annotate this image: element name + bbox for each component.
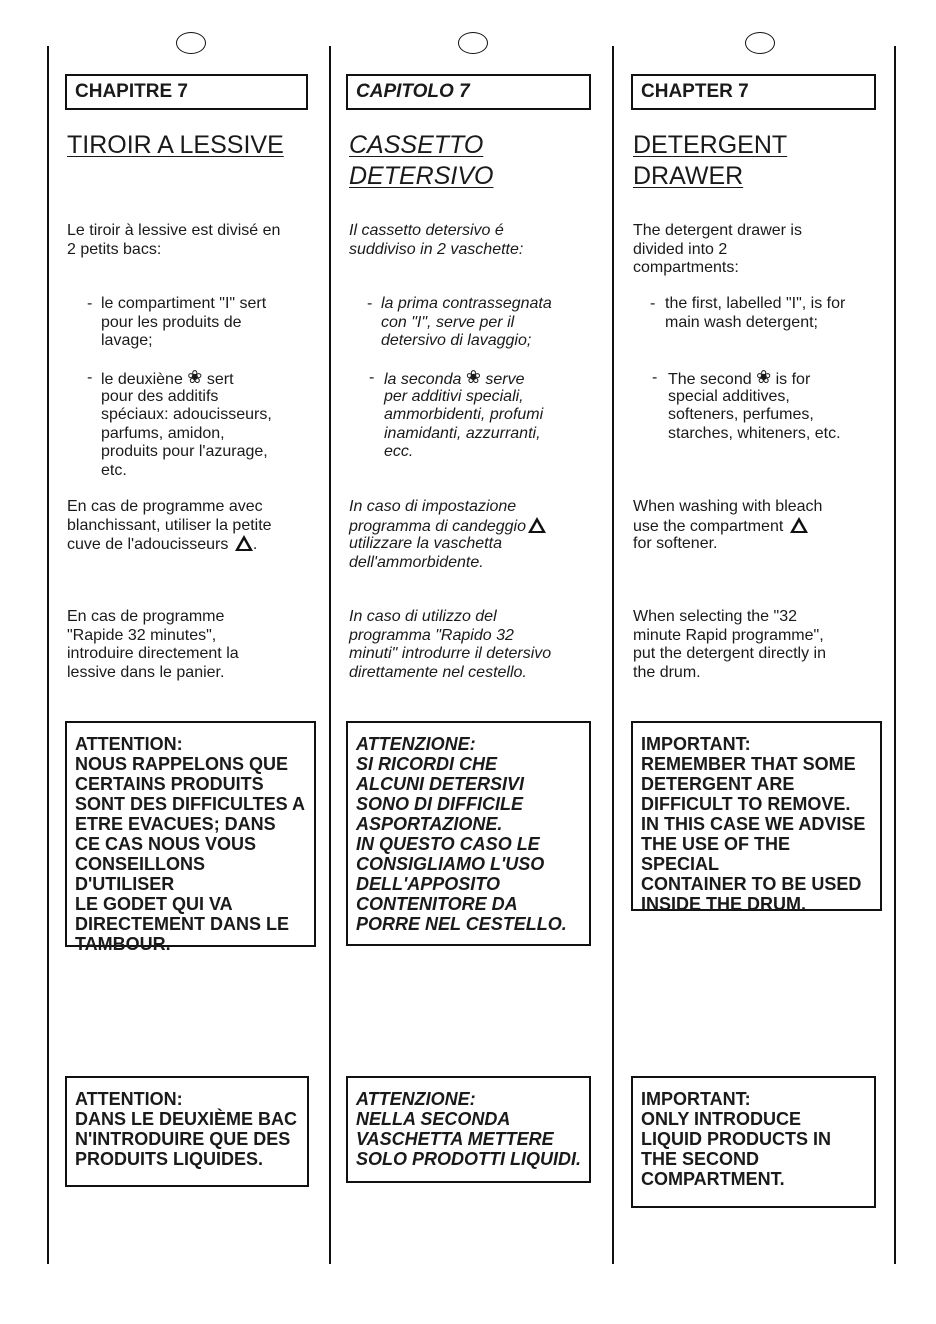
attention-box-liquids: ATTENTION: DANS LE DEUXIÈME BAC N'INTRODUIRE QUE DES PRODUITS LIQUIDES. <box>65 1076 309 1187</box>
chapter-heading: CHAPTER 7 <box>631 74 876 110</box>
compartment-1-text: la prima contrassegnata con "I", serve per il detersivo di lavaggio; <box>381 295 552 349</box>
bleach-text-cont: for softener. <box>633 535 718 552</box>
bleach-text-end: . <box>252 536 258 553</box>
attention-box-detergent: ATTENTION: NOUS RAPPELONS QUE CERTAINS PRODUITS SONT DES DIFFICULTES A ETRE EVACUES; DANS CE CAS NOUS VOUS CONSEILLONS D'UTILISER LE GODET QUI VA DIRECTEMENT DANS LE TAMBOUR. <box>65 721 316 947</box>
section-title: TIROIR A LESSIVE <box>67 131 284 159</box>
compartment-2-line <box>384 369 599 390</box>
language-flag-oval <box>745 32 775 54</box>
bleach-text <box>633 498 883 536</box>
triangle-symbol-icon <box>235 535 253 551</box>
compartment-2-text: special additives, softeners, perfumes, starches, whiteners, etc. <box>668 387 841 442</box>
rapid-program-text: When selecting the "32 minute Rapid programme", put the detergent directly in the drum. <box>633 608 827 681</box>
triangle-symbol-icon <box>528 517 546 533</box>
flower-symbol-icon: ❀ <box>187 367 203 387</box>
bleach-text-cont: utilizzare la vaschetta dell'ammorbidente. <box>349 535 502 571</box>
attention-box-liquids: ATTENZIONE: NELLA SECONDA VASCHETTA METTERE SOLO PRODOTTI LIQUIDI. <box>346 1076 591 1183</box>
bullet-dash: - <box>87 369 93 386</box>
compartment-2-verb: is for <box>771 371 811 388</box>
compartment-2-text: pour des additifs spéciaux: adoucisseurs, parfums, amidon, produits pour l'azurage, etc. <box>101 387 272 479</box>
bleach-text-body: When washing with bleach use the compartment <box>633 498 823 535</box>
section-title: CASSETTO DETERSIVO <box>349 131 494 190</box>
bullet-dash: - <box>87 295 93 312</box>
section-title: DETERGENT DRAWER <box>633 131 788 190</box>
compartment-1-text: le compartiment "I" sert pour les produits de lavage; <box>101 295 267 349</box>
compartment-2-label: le deuxiène <box>101 371 188 388</box>
bleach-text <box>67 498 322 555</box>
column-divider-mid-2 <box>612 46 614 1264</box>
bleach-text <box>349 498 604 536</box>
language-flag-oval <box>458 32 488 54</box>
compartment-2-label: la seconda <box>384 371 466 388</box>
compartment-2-text: per additivi speciali, ammorbidenti, profumi inamidanti, azzurranti, ecc. <box>384 387 544 460</box>
intro-text: Il cassetto detersivo é suddiviso in 2 vaschette: <box>349 222 524 258</box>
bullet-dash: - <box>652 369 658 386</box>
compartment-2-line <box>668 369 883 390</box>
chapter-heading: CAPITOLO 7 <box>346 74 591 110</box>
attention-box-detergent: ATTENZIONE: SI RICORDI CHE ALCUNI DETERSIVI SONO DI DIFFICILE ASPORTAZIONE. IN QUESTO CASO LE CONSIGLIAMO L'USO DELL'APPOSITO CONTENITORE DA PORRE NEL CESTELLO. <box>346 721 591 946</box>
bullet-dash: - <box>367 295 373 312</box>
language-flag-oval <box>176 32 206 54</box>
bullet-dash: - <box>650 295 656 312</box>
attention-box-detergent: IMPORTANT: REMEMBER THAT SOME DETERGENT ARE DIFFICULT TO REMOVE. IN THIS CASE WE ADVISE THE USE OF THE SPECIAL CONTAINER TO BE USED INSIDE THE DRUM. <box>631 721 882 911</box>
flower-symbol-icon: ❀ <box>465 367 481 387</box>
compartment-2-verb: serve <box>480 371 525 388</box>
rapid-program-text: In caso di utilizzo del programma "Rapido 32 minuti" introdurre il detersivo direttamente nel cestello. <box>349 608 552 681</box>
column-divider-right <box>894 46 896 1264</box>
bullet-dash: - <box>369 369 375 386</box>
column-divider-left <box>47 46 49 1264</box>
rapid-program-text: En cas de programme "Rapide 32 minutes", introduire directement la lessive dans le panier. <box>67 608 239 681</box>
compartment-2-label: The second <box>668 371 757 388</box>
column-divider-mid-1 <box>329 46 331 1264</box>
triangle-symbol-icon <box>790 517 808 533</box>
attention-box-liquids: IMPORTANT: ONLY INTRODUCE LIQUID PRODUCTS IN THE SECOND COMPARTMENT. <box>631 1076 876 1208</box>
flower-symbol-icon: ❀ <box>756 367 772 387</box>
intro-text: Le tiroir à lessive est divisé en 2 petits bacs: <box>67 222 281 258</box>
bleach-text-body: En cas de programme avec blanchissant, utiliser la petite cuve de l'adoucisseurs <box>67 498 272 553</box>
bleach-text-body: In caso di impostazione programma di candeggio <box>349 498 526 535</box>
compartment-1-text: the first, labelled "I", is for main wash detergent; <box>665 295 846 331</box>
compartment-2-verb: sert <box>202 371 234 388</box>
chapter-heading: CHAPITRE 7 <box>65 74 308 110</box>
intro-text: The detergent drawer is divided into 2 compartments: <box>633 222 802 276</box>
compartment-2-line <box>101 369 316 390</box>
